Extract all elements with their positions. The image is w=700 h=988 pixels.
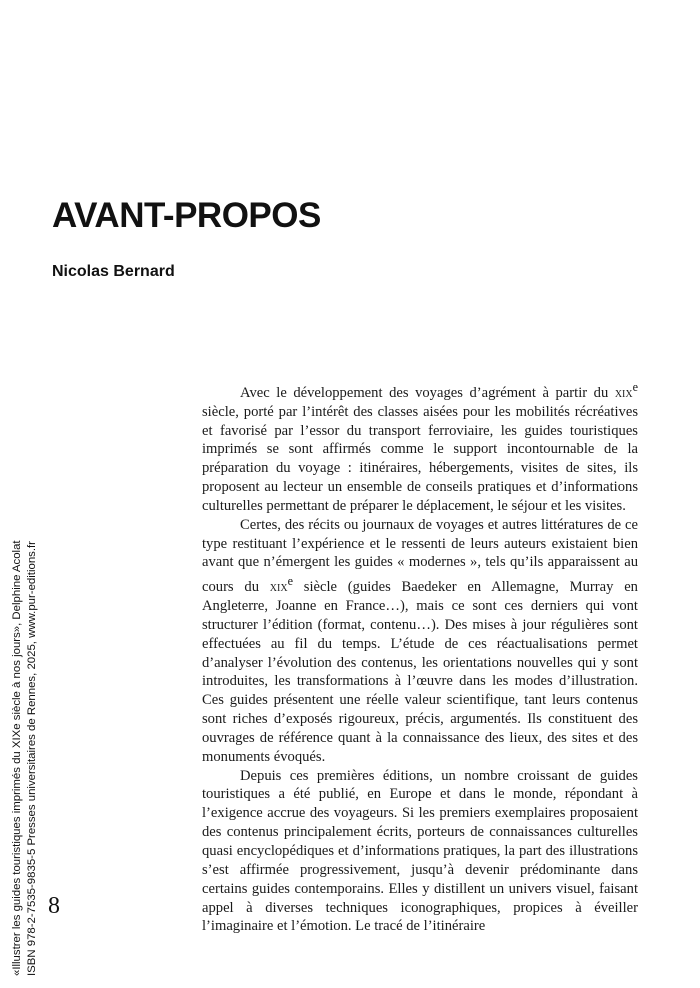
- body-text: [202, 378, 638, 936]
- page-number: 8: [48, 893, 60, 919]
- paragraph-1-rest: siècle, porté par l’intérêt des classes aisées pour les mobilités récréatives et favorisé par l’essor du transport ferroviaire, les guides touristiques imprimés se sont affirmés comme le support incontournable de la préparation du voyage : itinéraires, hébergements, visites de sites, ils proposent au lecteur un ensemble de conseils pratiques et d’informations culturelles permettant de préparer le déplacement, le séjour et les visites.: [202, 403, 638, 514]
- paragraph-2-rest: siècle (guides Baedeker en Allemagne, Murray en Angleterre, Joanne en France…), mais ce sont ces derniers qui vont structurer l’édition (format, contenu…). Des mises à jour régulières sont effectuées au fil du temps. L’étude de ces réactualisations permet d’analyser l’évolution des contenus, les orientations nouvelles qui y sont introduites, les transformations à l’œuvre dans les modes d’illustration. Ces guides présentent une réelle valeur scientifique, tant leurs contenus sont riches d’exposés rigoureux, précis, argumentés. Ils constituent des ouvrages de référence quant à la connaissance des lieux, des sites et des monuments évoqués.: [202, 579, 638, 765]
- paragraph-2: [202, 516, 638, 767]
- author-name: Nicolas Bernard: [52, 263, 175, 280]
- century-superscript: e: [632, 380, 638, 394]
- paragraph-1-start: Avec le développement des voyages d’agrément à partir du: [240, 384, 615, 401]
- century-numeral: xix: [269, 579, 288, 596]
- paragraph-2-start: Certes, des récits ou journaux de voyages et autres littératures de ce type restituant l’expérience et le ressenti de leurs auteurs existaient bien avant que n’émergent les guides « modernes », tels qu’ils apparaissent au cours du: [202, 516, 638, 596]
- paragraph-3: Depuis ces premières éditions, un nombre croissant de guides touristiques a été publié, en Europe et dans le monde, répondant à l’exigence accrue des voyageurs. Si les premiers exemplaires proposaient des contenus principalement écrits, porteurs de connaissances culturelles quasi encyclopédiques et d’informations pratiques, la part des illustrations s’est affirmée progressivement, jusqu’à devenir prédominante dans certains guides contemporains. Elles y distillent un univers visuel, faisant appel à diverses techniques iconographiques, propices à éveiller l’imaginaire et l’émotion. Le tracé de l’itinéraire: [202, 767, 638, 935]
- century-superscript: e: [287, 574, 293, 589]
- side-note-line-2: ISBN 978-2-7535-9835-5 Presses universitaires de Rennes, 2025, www.pur-editions.fr: [25, 541, 38, 976]
- century-numeral: xix: [614, 384, 633, 401]
- side-note-line-1: «Illustrer les guides touristiques imprimés du XIXe siècle à nos jours», Delphine Acolat: [11, 540, 23, 976]
- side-copyright-note: [10, 136, 39, 976]
- chapter-title: AVANT-PROPOS: [52, 196, 321, 235]
- paragraph-1: [202, 378, 638, 516]
